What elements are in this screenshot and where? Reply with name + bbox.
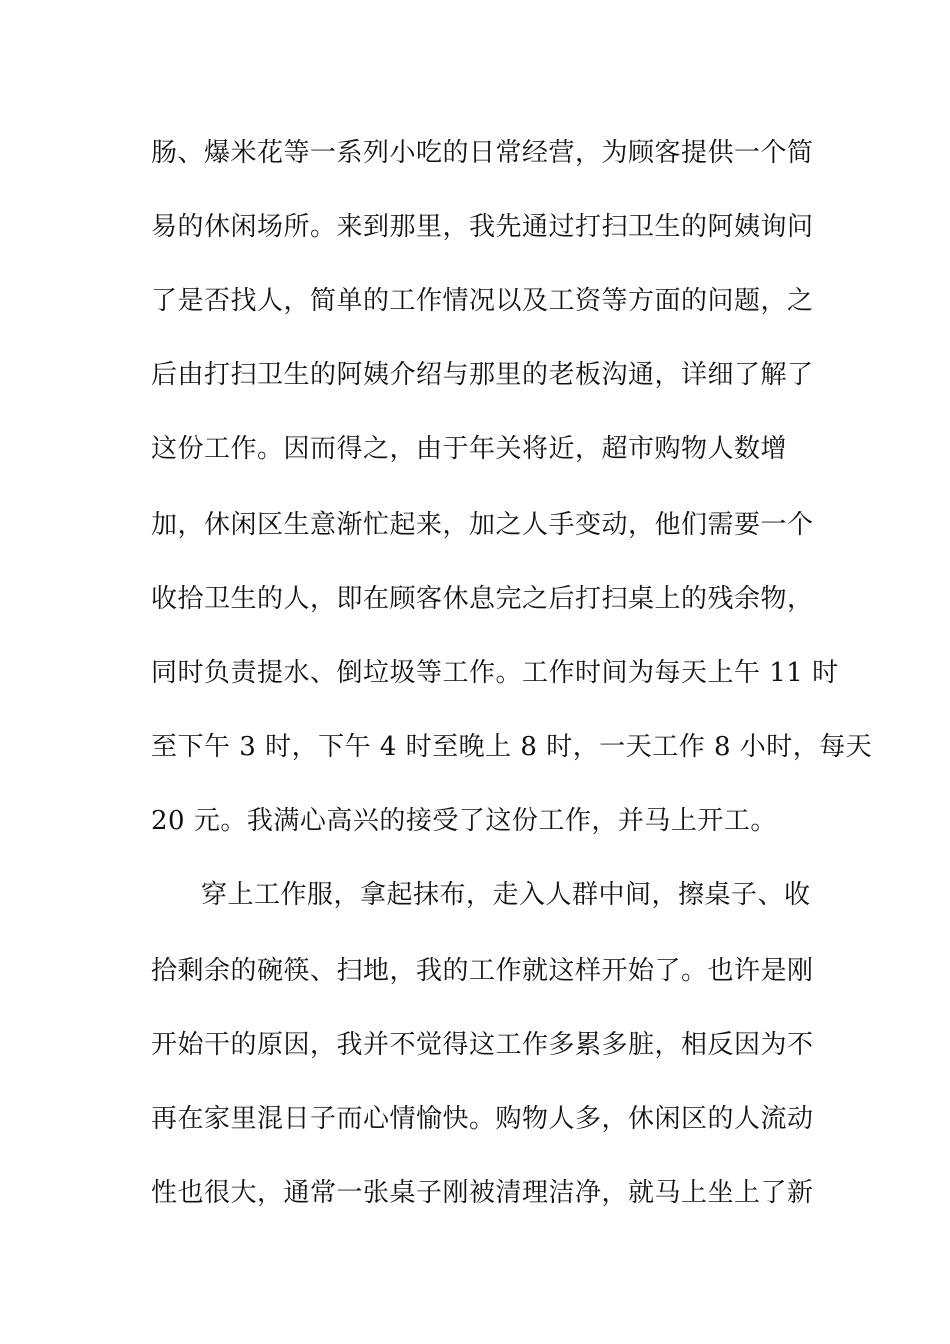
text-line: 同时负责提水、倒垃圾等工作。工作时间为每天上午 11 时 <box>151 658 839 688</box>
text-line: 开始干的原因，我并不觉得这工作多累多脏，相反因为不 <box>151 1030 814 1060</box>
text-line: 加，休闲区生意渐忙起来，加之人手变动，他们需要一个 <box>151 510 814 540</box>
text-line: 拾剩余的碗筷、扫地，我的工作就这样开始了。也许是刚 <box>151 956 814 986</box>
text-line: 20 元。我满心高兴的接受了这份工作，并马上开工。 <box>151 806 777 836</box>
text-line: 后由打扫卫生的阿姨介绍与那里的老板沟通，详细了解了 <box>151 360 814 390</box>
text-line: 再在家里混日子而心情愉快。购物人多，休闲区的人流动 <box>151 1104 814 1134</box>
text-line: 至下午 3 时，下午 4 时至晚上 8 时，一天工作 8 小时，每天 <box>151 732 873 762</box>
text-line: 性也很大，通常一张桌子刚被清理洁净，就马上坐上了新 <box>151 1178 814 1208</box>
text-line: 易的休闲场所。来到那里，我先通过打扫卫生的阿姨询问 <box>151 212 814 242</box>
text-line: 肠、爆米花等一系列小吃的日常经营，为顾客提供一个简 <box>151 138 814 168</box>
text-line: 这份工作。因而得之，由于年关将近，超市购物人数增 <box>151 434 788 464</box>
text-line: 了是否找人，简单的工作情况以及工资等方面的问题，之 <box>151 286 814 316</box>
text-line: 收拾卫生的人，即在顾客休息完之后打扫桌上的残余物， <box>151 584 814 614</box>
paragraph-first-line: 穿上工作服，拿起抹布，走入人群中间，擦桌子、收 <box>201 880 811 910</box>
